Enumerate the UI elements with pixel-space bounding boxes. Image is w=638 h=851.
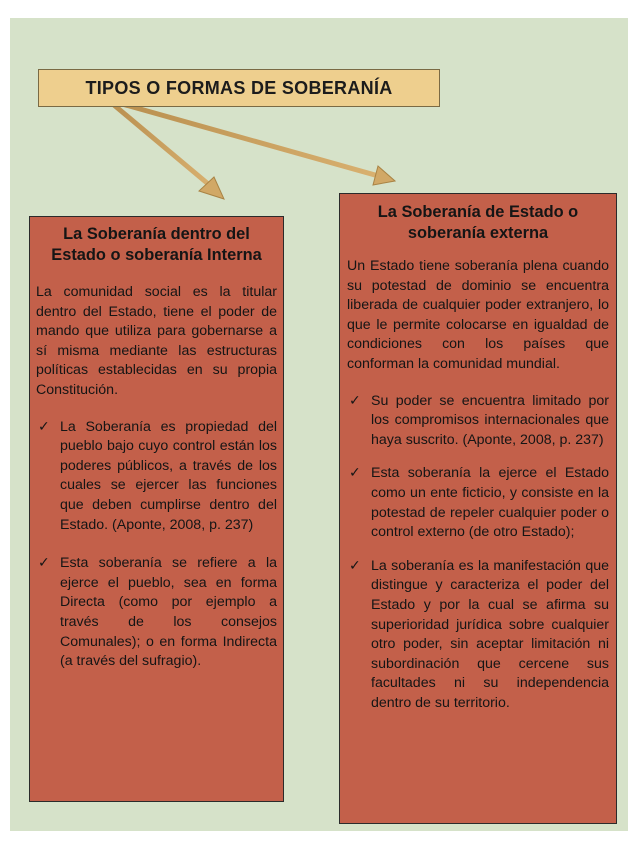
list-item bbox=[347, 464, 609, 542]
check-icon: ✓ bbox=[38, 418, 50, 435]
diagram-title: TIPOS O FORMAS DE SOBERANÍA bbox=[38, 69, 440, 107]
list-item bbox=[347, 557, 609, 714]
bullet-text: La Soberanía es propiedad del pueblo bajo cuyo control están los poderes públicos, a través de los cuales se ejercer las funciones que deben cumplirse dentro del Estado. (Aponte, 2008, p. 237) bbox=[60, 418, 277, 533]
bullet-text: Esta soberanía la ejerce el Estado como un ente ficticio, y consiste en la potestad de repeler cualquier poder o control externo (de otro Estado); bbox=[371, 465, 609, 541]
bullet-text: Su poder se encuentra limitado por los compromisos internacionales que haya suscrito. (Aponte, 2008, p. 237) bbox=[371, 392, 609, 448]
card-body: La comunidad social es la titular dentro del Estado, tiene el poder de mando que utiliza para gobernarse a sí misma mediante las estructuras políticas establecidas en su propia Constitución. bbox=[36, 284, 277, 398]
check-icon: ✓ bbox=[349, 392, 361, 409]
bullet-list bbox=[347, 392, 609, 714]
bullet-text: La soberanía es la manifestación que distingue y caracteriza el poder del Estado y por la cual se afirma su superioridad jurídica sobre cualquier otro poder, sin aceptar limitación ni subordinación que cercene sus facultades ni su independencia dentro de su territorio. bbox=[371, 557, 609, 711]
external-sovereignty-card bbox=[339, 193, 617, 824]
list-item bbox=[347, 392, 609, 451]
card-body: Un Estado tiene soberanía plena cuando su potestad de dominio se encuentra liberada de cualquier poder extranjero, lo que le permite colocarse en igualdad de condiciones con los países que conforman la comunidad mundial. bbox=[347, 258, 609, 372]
internal-sovereignty-card bbox=[29, 216, 284, 802]
check-icon: ✓ bbox=[349, 557, 361, 574]
bullet-text: Esta soberanía se refiere a la ejerce el pueblo, sea en forma Directa (como por ejemplo a través de los consejos Comunales); o en forma Indirecta (a través del sufragio). bbox=[60, 555, 277, 670]
list-item bbox=[36, 554, 277, 672]
list-item bbox=[36, 418, 277, 536]
bullet-list bbox=[36, 418, 277, 672]
check-icon: ✓ bbox=[349, 465, 361, 482]
card-title: La Soberanía de Estado o soberanía externa bbox=[377, 203, 579, 242]
card-title: La Soberanía dentro del Estado o soberanía Interna bbox=[51, 225, 262, 264]
check-icon: ✓ bbox=[38, 555, 50, 572]
